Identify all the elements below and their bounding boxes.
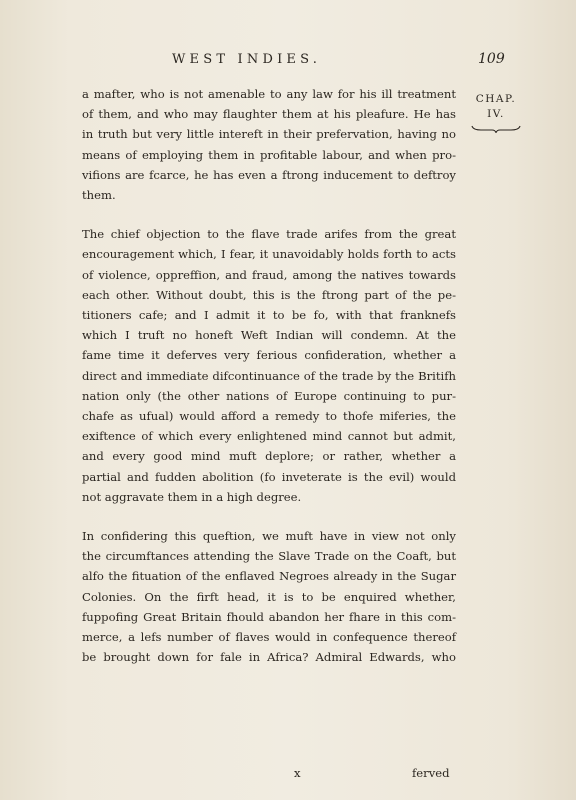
body-text [82, 84, 456, 667]
text-line: nation only (the other nations of Europe continuing to pur- [82, 388, 456, 403]
chapter-label: CHAP. [475, 93, 517, 105]
text-line: them. [82, 188, 116, 203]
text-line: which I truft no honeft Weft Indian will condemn. At the [82, 328, 456, 343]
signature-mark: x [294, 766, 301, 780]
catchword: ferved [412, 766, 450, 780]
chapter-number: IV. [487, 108, 505, 120]
text-line: direct and immediate difcontinuance of the trade by the Britifh [82, 368, 456, 383]
text-line: The chief objection to the flave trade arifes from the great [82, 227, 456, 242]
paragraph-2 [82, 224, 456, 507]
brace-ornament-icon [471, 125, 521, 133]
text-line: merce, a lefs number of flaves would in confequence thereof [82, 630, 456, 645]
page-number: 109 [478, 51, 505, 67]
text-line: not aggravate them in a high degree. [82, 489, 302, 504]
text-line: in truth but very little intereft in their prefervation, having no [82, 127, 456, 142]
paragraph-3 [82, 526, 456, 667]
text-line: exiftence of which every enlightened mind cannot but admit, [82, 429, 456, 444]
text-line: of violence, oppreffion, and fraud, among the natives towards [82, 267, 456, 282]
text-line: partial and fudden abolition (fo inveterate is the evil) would [82, 469, 456, 484]
running-head [0, 52, 576, 76]
text-line: chafe as ufual) would afford a remedy to thofe miferies, the [82, 409, 456, 424]
page-footer [0, 766, 576, 786]
text-line: encouragement which, I fear, it unavoidably holds forth to acts [82, 247, 456, 262]
text-line: the circumftances attending the Slave Trade on the Coaft, but [82, 549, 456, 564]
text-line: fame time it deferves very ferious confideration, whether a [82, 348, 456, 363]
text-line: titioners cafe; and I admit it to be fo, with that franknefs [82, 308, 456, 323]
text-line: each other. Without doubt, this is the ftrong part of the pe- [82, 287, 456, 302]
text-line: fuppofing Great Britain fhould abandon her fhare in this com- [82, 609, 456, 624]
text-line: vifions are fcarce, he has even a ftrong inducement to deftroy [82, 167, 456, 182]
running-title: WEST INDIES. [172, 52, 322, 67]
paragraph-1 [82, 84, 456, 205]
text-line: means of employing them in profitable labour, and when pro- [82, 147, 456, 162]
text-line: of them, and who may flaughter them at his pleafure. He has [82, 107, 456, 122]
chapter-margin-note [464, 92, 528, 133]
text-line: Colonies. On the firft head, it is to be enquired whether, [82, 589, 456, 604]
text-line: In confidering this queftion, we muft have in view not only [82, 529, 456, 544]
text-line: a mafter, who is not amenable to any law for his ill treatment [82, 87, 456, 101]
text-line: be brought down for fale in Africa? Admiral Edwards, who [82, 650, 456, 665]
text-line: and every good mind muft deplore; or rather, whether a [82, 449, 456, 464]
text-line: alfo the fituation of the enflaved Negroes already in the Sugar [82, 569, 456, 584]
